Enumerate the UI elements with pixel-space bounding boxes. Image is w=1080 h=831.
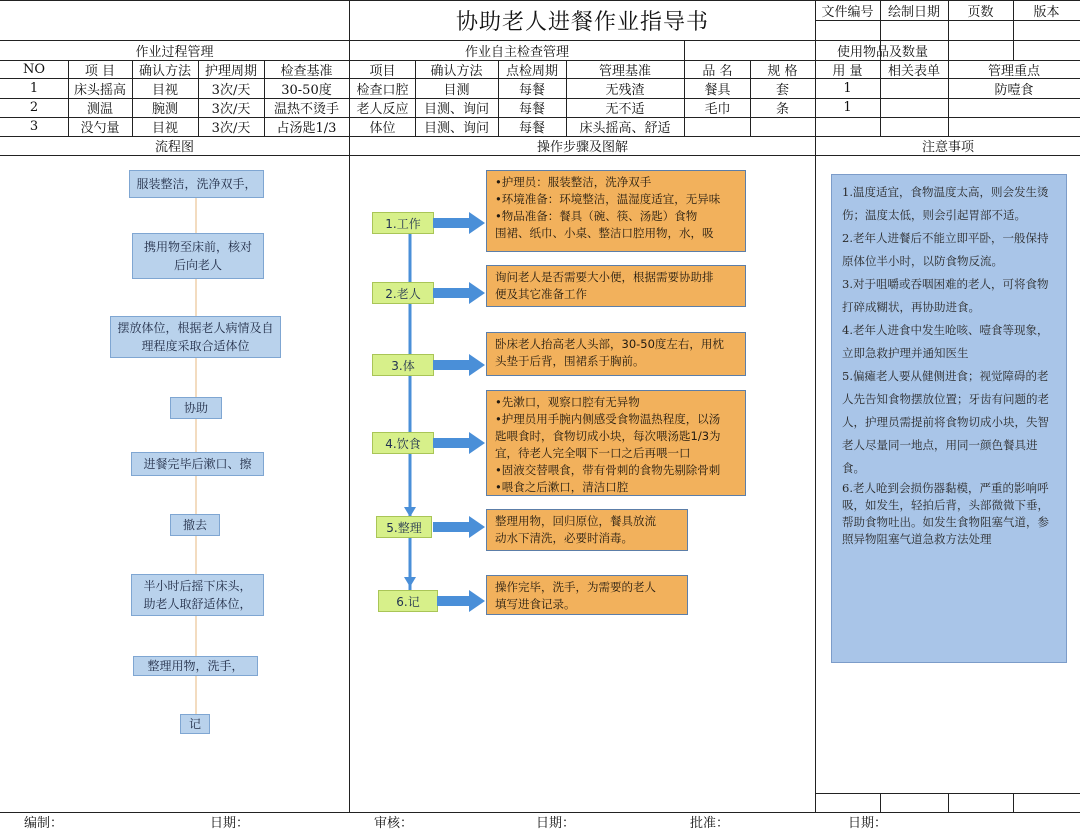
col-forms: 相关表单 bbox=[887, 63, 940, 78]
step-detail-line: 头垫于后背，围裙系于胸前。 bbox=[495, 354, 645, 368]
step-detail-4 bbox=[486, 390, 746, 496]
table-cell: 30-50度 bbox=[281, 83, 332, 98]
flow-step-9: 记 bbox=[180, 714, 210, 734]
table-cell: 套 bbox=[775, 83, 789, 98]
table-cell: 1 bbox=[29, 81, 39, 96]
step-detail-line: 操作完毕，洗手，为需要的老人 bbox=[495, 580, 656, 594]
arrow-right-icon bbox=[437, 590, 487, 612]
table-cell: 目视 bbox=[151, 121, 178, 136]
footer-date-2: 日期： bbox=[536, 816, 576, 831]
table-cell: 占汤匙1/3 bbox=[276, 121, 337, 136]
step-label-5: 5.整理 bbox=[376, 516, 432, 538]
table-cell: 3次/天 bbox=[211, 83, 251, 98]
table-cell: 老人反应 bbox=[356, 102, 409, 117]
table-cell: 每餐 bbox=[518, 121, 545, 136]
version-label: 版本 bbox=[1033, 5, 1060, 20]
table-cell: 1 bbox=[843, 100, 852, 115]
col-focus: 管理重点 bbox=[987, 63, 1040, 78]
step-detail-1 bbox=[486, 170, 746, 252]
table-cell: 测温 bbox=[86, 102, 113, 117]
table-cell: 目测、询问 bbox=[423, 102, 489, 117]
table-cell bbox=[815, 117, 880, 136]
table-cell: 每餐 bbox=[518, 83, 545, 98]
step-detail-2 bbox=[486, 265, 746, 307]
arrow-right-icon bbox=[433, 282, 487, 304]
step-detail-line: 询问老人是否需要大小便，根据需要协助排 bbox=[495, 270, 714, 284]
step-label-3: 3.体 bbox=[372, 354, 434, 376]
flow-step-5: 进餐完毕后漱口、擦 bbox=[131, 452, 264, 476]
table-cell: 腕测 bbox=[151, 102, 178, 117]
notes-box bbox=[831, 174, 1067, 663]
table-cell: 每餐 bbox=[518, 102, 545, 117]
step-detail-5 bbox=[486, 509, 688, 551]
flow-step-7: 半小时后摇下床头，助老人取舒适体位， bbox=[131, 574, 264, 616]
flow-step-1: 服装整洁，洗净双手， bbox=[129, 170, 264, 198]
table-cell: 床头摇高 bbox=[73, 83, 126, 98]
table-cell bbox=[880, 79, 948, 98]
step-detail-line: •固液交替喂食，带有骨刺的食物先剔除骨刺 bbox=[495, 463, 721, 477]
panel-steps-title: 操作步骤及图解 bbox=[536, 140, 628, 155]
col-sc-method: 确认方法 bbox=[430, 63, 483, 78]
section-process-mgmt: 作业过程管理 bbox=[135, 44, 214, 60]
table-cell: 体位 bbox=[369, 121, 396, 136]
arrow-right-icon bbox=[433, 516, 487, 538]
table-cell bbox=[948, 98, 1080, 117]
arrow-right-icon bbox=[433, 354, 487, 376]
col-spec: 规 格 bbox=[767, 63, 798, 78]
step-detail-line: •护理员用手腕内侧感受食物温热程度，以汤 bbox=[495, 412, 721, 426]
note-item: 1.温度适宜，食物温度太高，则会发生烫伤；温度太低，则会引起胃部不适。 bbox=[842, 185, 1049, 222]
table-cell: 毛巾 bbox=[704, 102, 731, 117]
table-cell: 没勺量 bbox=[80, 121, 120, 136]
step-detail-line: •喂食之后漱口，清洁口腔 bbox=[495, 480, 629, 494]
panel-flow-title: 流程图 bbox=[154, 140, 194, 155]
col-no: NO bbox=[22, 61, 46, 77]
flow-step-6: 撤去 bbox=[170, 514, 220, 536]
table-cell bbox=[880, 98, 948, 117]
section-supplies: 使用物品及数量 bbox=[836, 44, 928, 60]
col-item: 项 目 bbox=[84, 63, 116, 78]
note-item: 4.老年人进食中发生呛咳、噎食等现象，立即急救护理并通知医生 bbox=[842, 323, 1049, 360]
table-cell bbox=[750, 117, 815, 136]
table-cell: 温热不烫手 bbox=[273, 102, 339, 117]
note-item: 3.对于咀嚼或吞咽困难的老人，可将食物打碎成糊状，再协助进食。 bbox=[842, 277, 1049, 314]
step-label-4: 4.饮食 bbox=[372, 432, 434, 454]
page-title: 协助老人进餐作业指导书 bbox=[455, 10, 709, 35]
step-label-1: 1.工作 bbox=[372, 212, 434, 234]
col-qty: 用 量 bbox=[832, 63, 863, 78]
draft-date-label: 绘制日期 bbox=[887, 5, 940, 20]
step-detail-line: 卧床老人抬高老人头部，30-50度左右，用枕 bbox=[495, 337, 724, 351]
table-cell: 无残渣 bbox=[605, 83, 645, 98]
table-cell: 目测 bbox=[443, 83, 470, 98]
col-method: 确认方法 bbox=[138, 63, 191, 78]
footer-date-3: 日期： bbox=[848, 816, 888, 831]
arrow-right-icon bbox=[433, 212, 487, 234]
table-cell: 目测、询问 bbox=[423, 121, 489, 136]
table-cell: 目视 bbox=[151, 83, 178, 98]
doc-no-label: 文件编号 bbox=[821, 5, 874, 20]
step-detail-3 bbox=[486, 332, 746, 376]
table-cell: 3 bbox=[29, 119, 39, 134]
step-detail-6 bbox=[486, 575, 688, 615]
col-standard: 检查基准 bbox=[280, 63, 333, 78]
step-detail-line: •先漱口，观察口腔有无异物 bbox=[495, 395, 640, 409]
note-item: 5.偏瘫老人要从健侧进食；视觉障碍的老人先告知食物摆放位置；牙齿有问题的老人，护理员需提前将食物切成小块，失智老人尽量同一地点，用同一颜色餐具进食。 bbox=[842, 369, 1049, 475]
step-detail-line: •护理员：服装整洁，洗净双手 bbox=[495, 175, 652, 189]
step-detail-line: •物品准备：餐具（碗、筷、汤匙）食物 bbox=[495, 209, 698, 223]
table-cell bbox=[685, 117, 750, 136]
step-detail-line: •环境准备：环境整洁，温湿度适宜，无异味 bbox=[495, 192, 721, 206]
footer-review: 审核： bbox=[374, 816, 414, 831]
pages-label: 页数 bbox=[967, 5, 994, 20]
table-cell: 3次/天 bbox=[211, 121, 251, 136]
step-detail-line: 便及其它准备工作 bbox=[495, 287, 587, 301]
footer-approve: 批准： bbox=[690, 816, 730, 831]
step-label-6: 6.记 bbox=[378, 590, 438, 612]
flow-step-3: 摆放体位，根据老人病情及自理程度采取合适体位 bbox=[110, 316, 281, 358]
step-label-2: 2.老人 bbox=[372, 282, 434, 304]
table-cell: 条 bbox=[775, 102, 789, 117]
step-detail-line: 填写进食记录。 bbox=[495, 597, 576, 611]
table-cell: 1 bbox=[843, 81, 852, 96]
flow-step-4: 协助 bbox=[170, 397, 222, 419]
footer-date-1: 日期： bbox=[210, 816, 250, 831]
step-detail-line: 动水下清洗，必要时消毒。 bbox=[495, 531, 633, 545]
step-detail-line: 匙喂食时，食物切成小块，每次喂汤匙1/3为 bbox=[495, 429, 721, 443]
table-cell bbox=[948, 117, 1080, 136]
section-self-check: 作业自主检查管理 bbox=[464, 44, 569, 60]
arrow-right-icon bbox=[433, 432, 487, 454]
table-cell: 2 bbox=[29, 100, 39, 115]
table-cell: 防噎食 bbox=[994, 83, 1034, 98]
table-cell: 检查口腔 bbox=[356, 83, 409, 98]
table-cell: 床头摇高、舒适 bbox=[579, 121, 671, 136]
col-sc-cycle: 点检周期 bbox=[505, 63, 558, 78]
flow-step-8: 整理用物，洗手， bbox=[133, 656, 258, 676]
table-cell bbox=[880, 117, 948, 136]
table-cell: 3次/天 bbox=[211, 102, 251, 117]
footer-editor: 编制： bbox=[24, 816, 64, 831]
col-goods-name: 品 名 bbox=[702, 63, 733, 78]
step-detail-line: 宜，待老人完全咽下一口之后再喂一口 bbox=[495, 446, 691, 460]
note-item: 6.老人呛到会损伤器黏模，严重的影响呼吸，如发生，轻拍后背，头部微微下垂，帮助食物吐出。如发生食物阻塞气道，参照异物阻塞气道急救方法处理 bbox=[842, 481, 1049, 546]
step-detail-line: 围裙、纸巾、小桌、整洁口腔用物，水，吸 bbox=[495, 226, 714, 240]
col-sc-item: 项目 bbox=[369, 63, 396, 78]
table-cell: 无不适 bbox=[605, 102, 645, 117]
col-cycle: 护理周期 bbox=[204, 63, 257, 78]
col-sc-standard: 管理基准 bbox=[598, 63, 651, 78]
panel-notes-title: 注意事项 bbox=[921, 140, 974, 155]
note-item: 2.老年人进餐后不能立即平卧，一般保持原体位半小时，以防食物反流。 bbox=[842, 231, 1049, 268]
step-detail-line: 整理用物，回归原位，餐具放流 bbox=[495, 514, 656, 528]
table-cell: 餐具 bbox=[704, 83, 731, 98]
flow-step-2: 携用物至床前，核对后向老人 bbox=[132, 233, 264, 279]
